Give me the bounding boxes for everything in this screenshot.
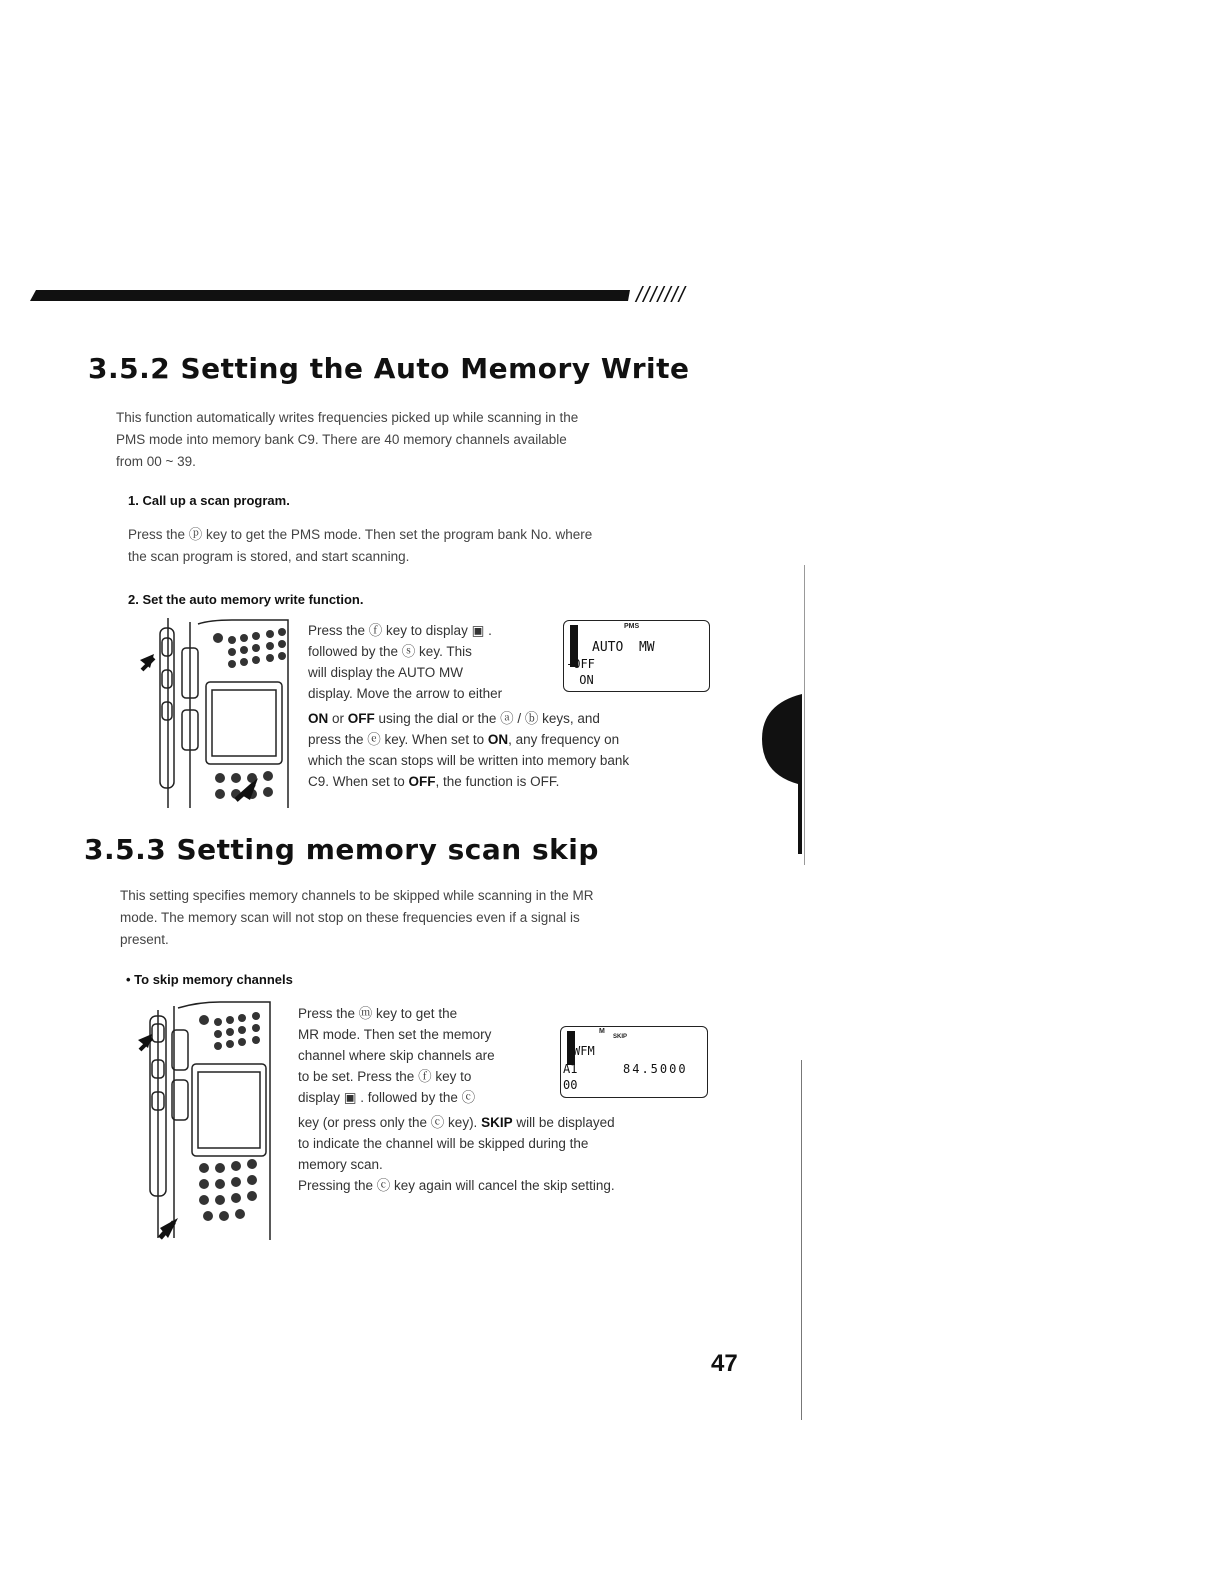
- step2-line: will display the AUTO MW: [308, 665, 464, 680]
- skip-line: MR mode. Then set the memory: [298, 1027, 492, 1042]
- lcd-auto-mw: [563, 620, 710, 692]
- step2-line: followed by the ⓢ key. This: [308, 644, 472, 659]
- lcd-indicator-skip: SKIP: [613, 1034, 628, 1040]
- scan-line: [804, 565, 805, 865]
- scan-line: [801, 1060, 802, 1420]
- lcd-channel: A1: [563, 1062, 578, 1076]
- skip-narrow-text: [298, 1003, 548, 1108]
- lcd-number: 00: [563, 1078, 578, 1092]
- step2-wide-text: [308, 708, 718, 792]
- step1-text: [128, 524, 748, 568]
- step1-line: the scan program is stored, and start scanning.: [128, 549, 410, 564]
- step2-wide-line: ON or OFF using the dial or the ⓐ / ⓑ keys, and: [308, 711, 600, 726]
- intro-line: mode. The memory scan will not stop on these frequencies even if a signal is: [120, 910, 580, 925]
- intro-line: present.: [120, 932, 169, 947]
- step2-wide-line: press the ⓔ key. When set to ON, any frequency on: [308, 732, 620, 747]
- lcd-line3: ON: [572, 673, 594, 687]
- section-352-heading: 3.5.2 Setting the Auto Memory Write: [88, 352, 690, 385]
- radio-illustration-1: [140, 618, 300, 815]
- skip-line: Press the ⓜ key to get the: [298, 1006, 458, 1021]
- radio-drawing-1: [140, 618, 300, 810]
- lcd-line1: AUTO MW: [592, 640, 655, 655]
- step2-line: display. Move the arrow to either: [308, 686, 503, 701]
- page-number: 47: [711, 1350, 738, 1377]
- step2-wide-line: C9. When set to OFF, the function is OFF.: [308, 774, 560, 789]
- step2-line: Press the ⓕ key to display ▣ .: [308, 623, 492, 638]
- header-bar: [30, 287, 630, 301]
- step2-title: 2. Set the auto memory write function.: [128, 592, 364, 607]
- radio-drawing-2: [138, 1000, 288, 1242]
- skip-line: display ▣ . followed by the ⓒ: [298, 1090, 476, 1105]
- header-bar-shape: [30, 287, 630, 301]
- section-353-intro: [120, 885, 740, 951]
- skip-wide-line: memory scan.: [298, 1157, 383, 1172]
- lcd-mode: WFM: [573, 1044, 595, 1058]
- intro-line: from 00 ~ 39.: [116, 454, 196, 469]
- lcd-line2: -OFF: [566, 657, 595, 671]
- lcd-skip: [560, 1026, 708, 1098]
- skip-wide-line: key (or press only the ⓒ key). SKIP will be displayed: [298, 1115, 615, 1130]
- intro-line: This function automatically writes frequencies picked up while scanning in the: [116, 410, 579, 425]
- section-352-intro: [116, 407, 736, 473]
- intro-line: PMS mode into memory bank C9. There are 40 memory channels available: [116, 432, 567, 447]
- lcd-indicator-pms: PMS: [624, 623, 640, 630]
- skip-bullet: • To skip memory channels: [126, 972, 293, 987]
- skip-line: to be set. Press the ⓕ key to: [298, 1069, 472, 1084]
- step1-line: Press the ⓟ key to get the PMS mode. Then set the program bank No. where: [128, 527, 593, 542]
- step2-wide-line: which the scan stops will be written into memory bank: [308, 753, 630, 768]
- skip-wide-line: to indicate the channel will be skipped during the: [298, 1136, 589, 1151]
- skip-wide-line: Pressing the ⓒ key again will cancel the skip setting.: [298, 1178, 615, 1193]
- skip-line: channel where skip channels are: [298, 1048, 495, 1063]
- right-edge-tab: [762, 694, 804, 854]
- step1-title: 1. Call up a scan program.: [128, 493, 290, 508]
- intro-line: This setting specifies memory channels to be skipped while scanning in the MR: [120, 888, 594, 903]
- radio-illustration-2: [138, 1000, 288, 1247]
- section-353-heading: 3.5.3 Setting memory scan skip: [84, 833, 599, 866]
- skip-wide-text: [298, 1112, 718, 1196]
- step2-narrow-text: [308, 620, 558, 704]
- lcd-indicator-m: M: [599, 1028, 605, 1035]
- tab-shape: [762, 694, 804, 854]
- lcd-frequency: 84.5000: [623, 1062, 688, 1076]
- header-slashes: ///////: [636, 282, 686, 307]
